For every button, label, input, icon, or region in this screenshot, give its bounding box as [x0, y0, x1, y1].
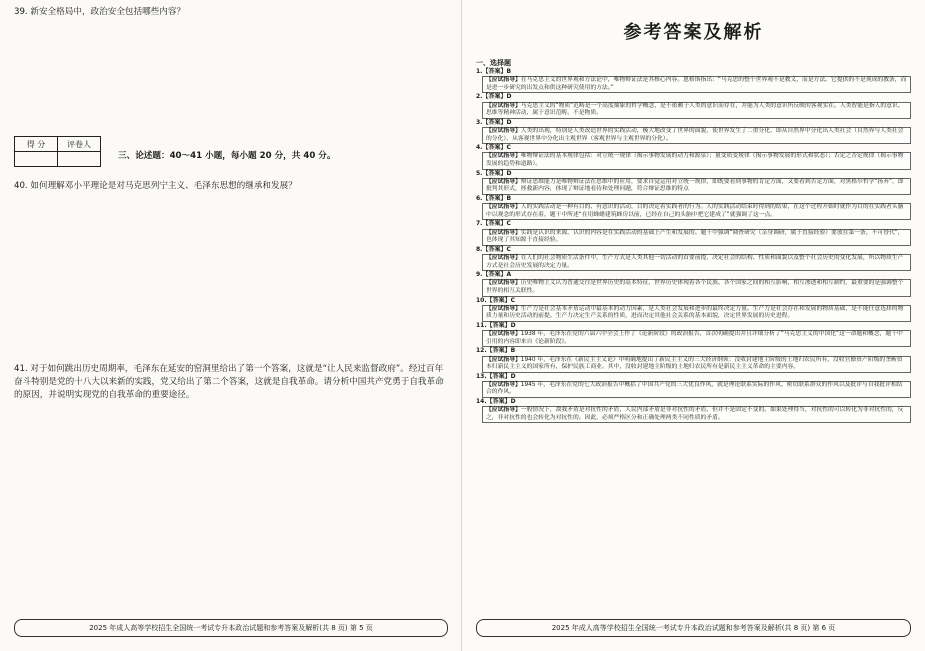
answer-key: 5.【答案】D — [476, 169, 512, 177]
answer-key: 4.【答案】C — [476, 144, 511, 152]
answer-key: 13.【答案】D — [476, 372, 516, 380]
answer-guide — [482, 305, 911, 322]
page-footer-right: 2025 年成人高等学校招生全国统一考试专升本政治试题和参考答案及解析(共 8 页) 第 6 页 — [476, 619, 911, 637]
answer-guide — [482, 76, 911, 93]
right-page — [462, 0, 925, 651]
answer-guide — [482, 279, 911, 296]
guide-text: 历史唯物主义认为普通交往是世界历史的基本特征，世界历史体现着各个民族、各个国家之间的相互影响、相互渗透和相互制约，最重要的是强调整个世界的相互关联性。 — [486, 280, 904, 294]
answer-item — [476, 68, 911, 93]
answer-key: 11.【答案】D — [476, 321, 516, 329]
score-cell — [15, 152, 58, 167]
guide-text: 唯物辩证法的基本规律包括：对立统一规律（揭示事物发展的动力和源泉）；量变质变规律（揭示事物发展的形式和状态）；否定之否定规律（揭示事物发展的趋势和道路）。 — [486, 153, 904, 167]
answer-guide — [482, 178, 911, 195]
guide-text: 生产力是社会基本矛盾运动中最基本的动力因素，是人类社会发展和进步的最终决定力量。生产力是社会存在和发展的物质基础，是不能任意选择的物质力量和历史活动的前提。生产力决定生产关系的性质，进而决定其他社会关系的基本面貌，决定世界发展的历史进程。 — [486, 305, 904, 320]
answer-item — [476, 144, 911, 169]
guide-text: 人类的出现，特别是人类改造世界的实践活动，极大地改变了世界的面貌，使世界发生了二重分化，即从自然界中分化出人类社会（自然界与人类社会的分化），从客观世界中分化出主观世界（客观世界与主观世界的分化）。 — [486, 127, 904, 142]
answer-item — [476, 246, 911, 271]
answer-item — [476, 297, 911, 322]
guide-text: 人的实践活动是一种有目的、有意识的活动，目的决定着实践者的行为。人的实践活动结束时得到的结果，在这个过程开始时就作为目的在实践者头脑中以观念的形式存在着，题干中所述“在用蜂蜡建筑蜂房以前，已经在自己的头脑中把它建成了”就强调了这一点。 — [486, 204, 904, 218]
guide-text: 一般情况下，敌我矛盾是对抗性的矛盾，人民内部矛盾是非对抗性的矛盾，但并不是固定不变的。如果处理得当，对抗性的可以转化为非对抗性的，反之，非对抗性的也会转化为对抗性的。因此，必须严格区分和正确处理两类不同性质的矛盾。 — [486, 407, 904, 421]
answer-key: 8.【答案】C — [476, 245, 511, 253]
guide-label: 【应试指导】 — [486, 305, 521, 312]
answer-guide — [482, 356, 911, 373]
answer-key: 3.【答案】D — [476, 118, 512, 126]
guide-label: 【应试指导】 — [486, 356, 521, 363]
guide-text: 在人们的社会物质生活条件中，生产方式是人类其他一切活动的首要前提，决定社会的结构、性质和面貌以及整个社会历史的变化发展，所以物质生产方式是社会历史发展的决定力量。 — [486, 254, 904, 269]
answer-guide — [482, 330, 911, 347]
answer-item — [476, 170, 911, 195]
answer-item — [476, 93, 911, 118]
guide-label: 【应试指导】 — [486, 153, 521, 160]
guide-label: 【应试指导】 — [486, 102, 521, 109]
answer-key: 2.【答案】D — [476, 93, 512, 101]
answer-key: 1.【答案】B — [476, 68, 512, 75]
answer-item — [476, 119, 911, 144]
answer-key: 12.【答案】B — [476, 347, 516, 355]
grader-header: 评卷人 — [58, 137, 101, 152]
answer-item — [476, 373, 911, 398]
answer-item — [476, 220, 911, 245]
guide-text: 1940 年，毛泽东在《新民主主义论》中明确地提出了新民主主义的三大经济纲领：没收封建地主阶级的土地归农民所有，没收官僚资产阶级的垄断资本归新民主主义的国家所有，保护民族工商业。其中，没收封建地主阶级的土地归农民所有是新民主主义革命的主要内容。 — [486, 356, 903, 371]
left-page — [0, 0, 462, 651]
answer-guide — [482, 381, 911, 398]
answers-title: 参考答案及解析 — [623, 22, 764, 43]
guide-text: 在马克思主义的世界观和方法论中，唯物辩证法是其核心内容。恩格斯指出：“马克思的整个世界观不是教义，而是方法。它提供的不是现成的教条，而是进一步研究的出发点和供这种研究使用的方法。” — [486, 77, 907, 91]
answer-list — [476, 68, 911, 423]
answer-guide — [482, 229, 911, 246]
answer-item — [476, 322, 911, 347]
answer-key: 14.【答案】D — [476, 398, 516, 406]
score-header: 得 分 — [15, 137, 58, 152]
answer-guide — [482, 152, 911, 169]
question-41: 41. 对于如何跳出历史周期率，毛泽东在延安的窑洞里给出了第一个答案，这就是“让人民来监督政府”。经过百年奋斗特别是党的十八大以来新的实践，党又给出了第二个答案，这就是自我革命。请分析中国共产党勇于自我革命的原因，并说明实现党的自我革命的重要途径。 — [14, 364, 444, 400]
answer-item — [476, 271, 911, 296]
question-39: 39. 新安全格局中，政治安全包括哪些内容？ — [14, 7, 186, 17]
section-choice-heading: 一、选择题 — [476, 59, 511, 67]
guide-label: 【应试指导】 — [486, 331, 521, 338]
answer-key: 7.【答案】C — [476, 220, 511, 228]
answer-guide — [482, 254, 911, 271]
answer-item — [476, 347, 911, 372]
guide-text: 1938 年，毛泽东在党的六届六中全会上作了《论新阶段》的政治报告，首次明确提出并且详细分析了“马克思主义的中国化”这一命题和概念，题干中引用的内容即来自《论新阶段》。 — [486, 331, 903, 345]
guide-text: 1945 年，毛泽东在党的七大政治报告中概括了中国共产党的三大优良作风，就是理论联系实际的作风、密切联系群众的作风以及批评与自我批评相结合的作风。 — [486, 381, 903, 396]
answer-key: 9.【答案】A — [476, 271, 512, 279]
guide-label: 【应试指导】 — [486, 407, 521, 414]
guide-label: 【应试指导】 — [486, 254, 521, 261]
answer-guide — [482, 102, 911, 119]
guide-text: 实践是认识的来源，认识的内容是在实践活动的基础上产生和发展的。题干中强调“调查研究（亲身调研，属于直接经验）要放在第一条，不可替代”，也体现了其知源于直接经验。 — [486, 229, 904, 244]
question-40: 40. 如何理解邓小平理论是对马克思列宁主义、毛泽东思想的继承和发展？ — [14, 181, 297, 191]
guide-label: 【应试指导】 — [486, 381, 521, 388]
answer-guide — [482, 406, 911, 423]
page-footer-left: 2025 年成人高等学校招生全国统一考试专升本政治试题和参考答案及解析(共 8 页) 第 5 页 — [14, 619, 448, 637]
answer-guide — [482, 127, 911, 144]
answer-item — [476, 398, 911, 423]
guide-label: 【应试指导】 — [486, 77, 521, 84]
guide-label: 【应试指导】 — [486, 229, 521, 236]
guide-text: 辩证思维能力是唯物辩证法在思维中的应用，要求自觉运用对立统一规律，即既要看到事物的肯定方面，又要看到否定方面，对黑格尔哲学“扬弃”，即批判其形式，拯救新内容，体现了辩证地看待和处理问题，符合辩证思维的特点 — [486, 178, 904, 193]
answer-item — [476, 195, 911, 220]
answer-guide — [482, 203, 911, 220]
answer-key: 6.【答案】B — [476, 194, 512, 202]
score-table — [14, 136, 101, 167]
grader-cell — [58, 152, 101, 167]
guide-label: 【应试指导】 — [486, 127, 521, 134]
section-essay-heading: 三、论述题：40～41 小题，每小题 20 分，共 40 分。 — [118, 151, 336, 161]
guide-text: 马克思主义的“物质”范畴是一个高度抽象的哲学概念，是不依赖于人类的意识而存在，并能为人类的意识所反映的客观实在。人类智能是指人的意识、思维等精神活动，属于意识范畴，不是物质。 — [486, 102, 904, 117]
answer-key: 10.【答案】C — [476, 296, 516, 304]
guide-label: 【应试指导】 — [486, 280, 521, 287]
guide-label: 【应试指导】 — [486, 178, 521, 185]
guide-label: 【应试指导】 — [486, 204, 521, 211]
